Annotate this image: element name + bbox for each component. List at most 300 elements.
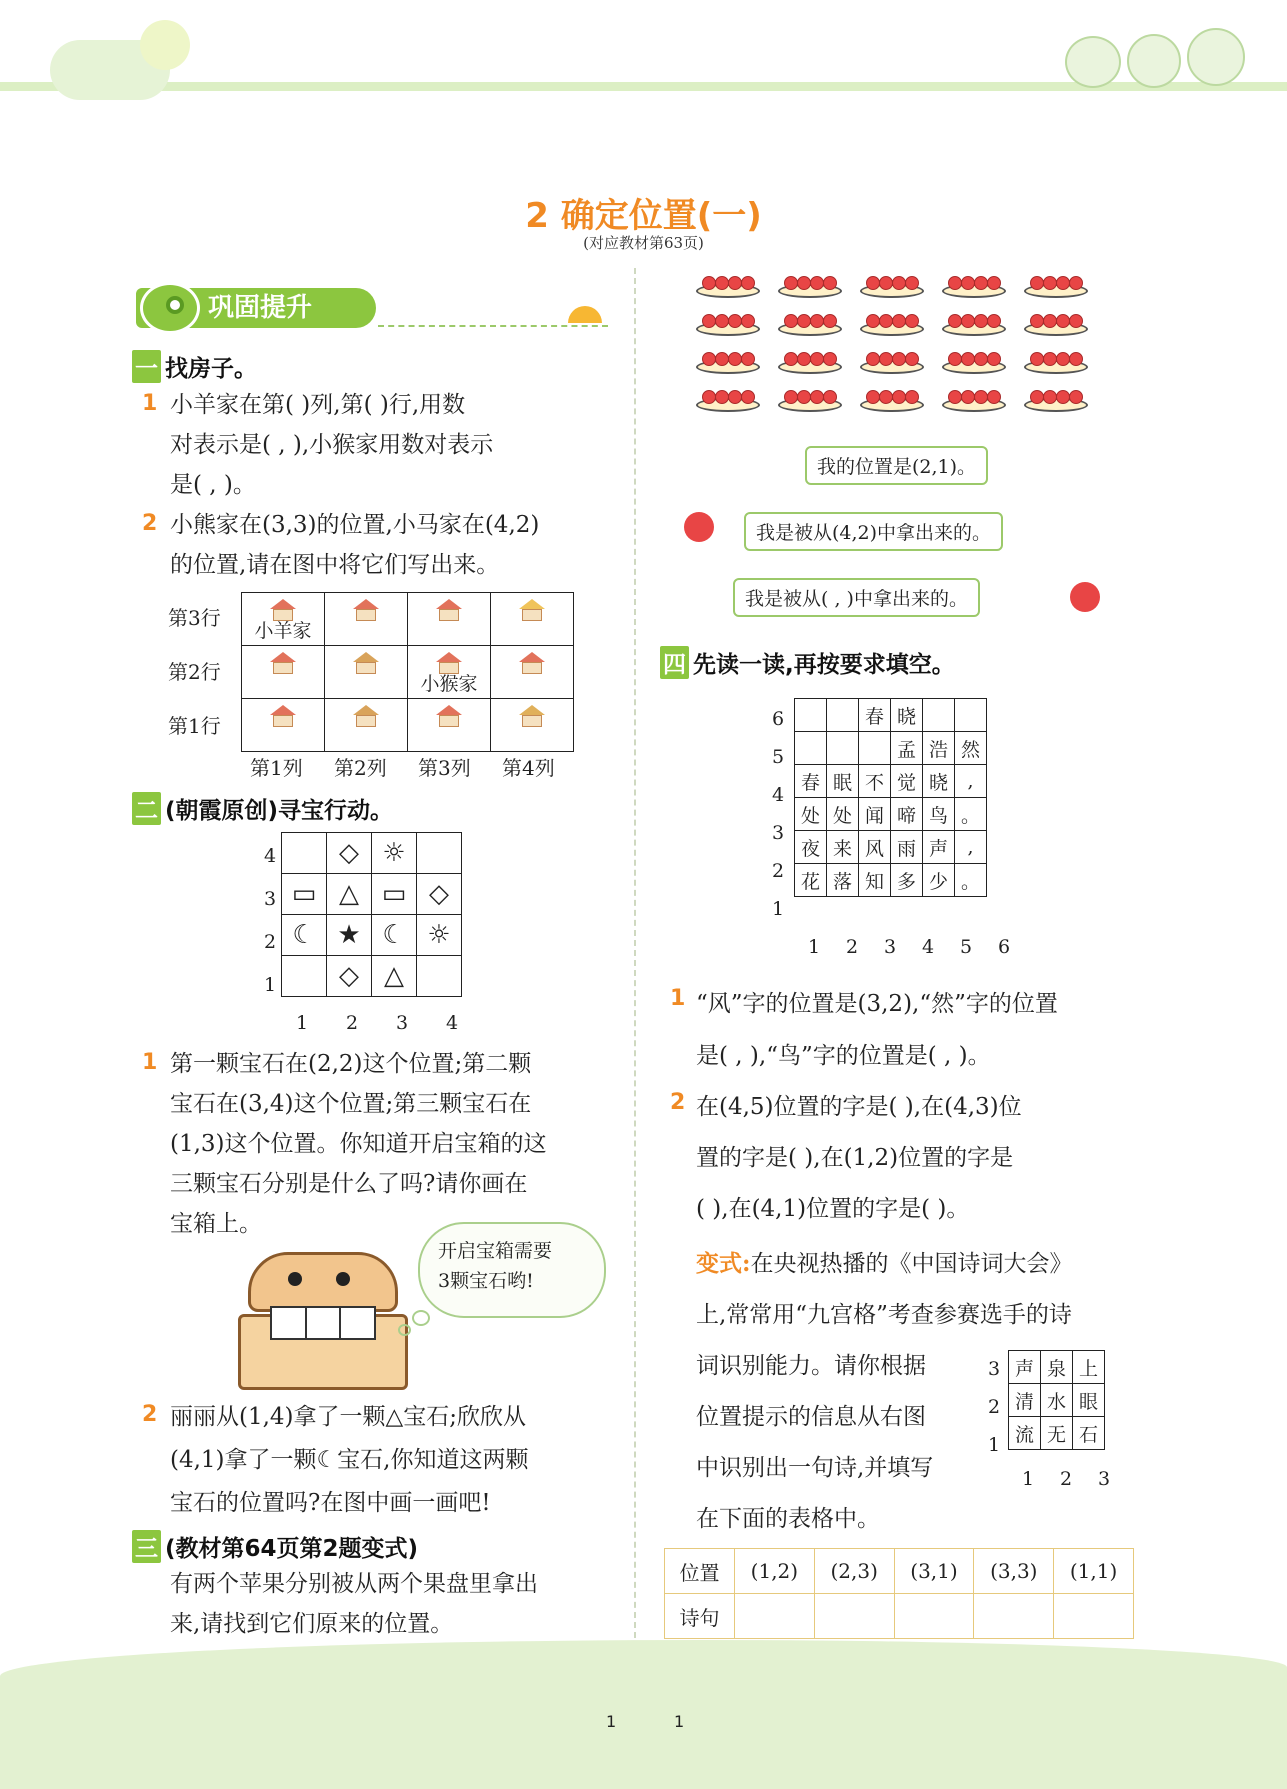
chest-gem-slots[interactable] (270, 1306, 376, 1340)
apple-icon (715, 390, 729, 404)
s1-q1-line: 是( , )。 (170, 472, 256, 498)
banner-line (378, 325, 608, 327)
y-label: 3 (772, 822, 785, 844)
apple-icon (892, 276, 906, 290)
section-1-title: 找房子。 (165, 356, 257, 382)
apple-icon (741, 352, 755, 366)
y-label: 1 (988, 1434, 1001, 1456)
treasure-chest-icon (238, 1252, 410, 1392)
treasure-cell[interactable]: ☼ (417, 915, 462, 956)
apple-icon (741, 314, 755, 328)
apple-icon (810, 314, 824, 328)
thought-line: 开启宝箱需要 (438, 1240, 553, 1262)
answer-header: (2,3) (814, 1549, 894, 1594)
house-icon (353, 705, 379, 727)
s2-q2-line: 宝石的位置吗?在图中画一画吧! (170, 1490, 491, 1516)
apple-icon (823, 314, 837, 328)
col-label: 第3列 (418, 756, 471, 780)
nine-cell: 清 (1009, 1384, 1041, 1417)
house-cell[interactable] (408, 593, 491, 646)
poem-cell: 。 (955, 864, 987, 897)
answer-row-label: 诗句 (665, 1594, 735, 1639)
apple-icon (892, 314, 906, 328)
apple-icon (728, 276, 742, 290)
s4-q2-number: 2 (670, 1090, 686, 1115)
apple-icon (702, 314, 716, 328)
apple-icon (974, 352, 988, 366)
poem-cell (859, 732, 891, 765)
s2-q2-line: (4,1)拿了一颗☾宝石,你知道这两颗 (170, 1447, 529, 1473)
variant-line: 词识别能力。请你根据 (696, 1353, 926, 1379)
house-cell[interactable] (325, 699, 408, 752)
variant-line: 在下面的表格中。 (696, 1506, 880, 1532)
poem-cell (955, 699, 987, 732)
poem-cell: 浩 (923, 732, 955, 765)
speech-bubble-3: 我是被从( , )中拿出来的。 (733, 578, 980, 617)
fruit-plate (696, 310, 760, 338)
s4-q2-line: 置的字是( ),在(1,2)位置的字是 (696, 1145, 1014, 1171)
poem-cell: 。 (955, 798, 987, 831)
treasure-cell[interactable]: ☾ (282, 915, 327, 956)
apple-icon (797, 314, 811, 328)
page-title: 2 确定位置(一) (525, 196, 762, 236)
s1-q1-number: 1 (142, 391, 158, 416)
apple-icon (1069, 352, 1083, 366)
x-label: 2 (846, 936, 859, 958)
answer-header: (1,2) (734, 1549, 814, 1594)
y-label: 2 (988, 1396, 1001, 1418)
s2-q2-line: 丽丽从(1,4)拿了一颗△宝石;欣欣从 (170, 1404, 526, 1430)
x-label: 4 (922, 936, 935, 958)
poem-grid (794, 698, 987, 897)
y-label: 1 (264, 974, 277, 996)
treasure-cell[interactable]: ◇ (327, 956, 372, 997)
apple-icon (1030, 352, 1044, 366)
treasure-cell[interactable]: ☼ (372, 833, 417, 874)
treasure-cell[interactable]: ☾ (372, 915, 417, 956)
poem-cell (795, 732, 827, 765)
y-label: 2 (772, 860, 785, 882)
poem-cell: 啼 (891, 798, 923, 831)
nine-cell: 水 (1041, 1384, 1073, 1417)
x-label: 1 (808, 936, 821, 958)
apple-icon (1069, 276, 1083, 290)
apple-icon (892, 390, 906, 404)
s4-q1-number: 1 (670, 986, 686, 1011)
apple-icon (784, 314, 798, 328)
s2-q2-number: 2 (142, 1402, 158, 1427)
whale-eye-icon (166, 296, 184, 314)
poem-cell: 来 (827, 831, 859, 864)
apple-icon (823, 352, 837, 366)
x-label: 2 (1060, 1468, 1073, 1490)
apple-icon (1043, 352, 1057, 366)
apple-icon (1056, 314, 1070, 328)
sheep-house-label: 小羊家 (254, 620, 312, 642)
column-divider (634, 268, 636, 1638)
treasure-cell[interactable]: ▭ (282, 874, 327, 915)
poem-cell: 声 (923, 831, 955, 864)
apple-icon (1070, 582, 1100, 612)
s1-q2-number: 2 (142, 511, 158, 536)
apple-icon (784, 390, 798, 404)
poem-cell: , (955, 831, 987, 864)
s1-q1-line: 小羊家在第( )列,第( )行,用数 (170, 392, 466, 418)
fruit-plate (942, 272, 1006, 300)
y-label: 3 (988, 1358, 1001, 1380)
fruit-plate (696, 272, 760, 300)
apple-icon (715, 314, 729, 328)
x-label: 3 (1098, 1468, 1111, 1490)
y-label: 3 (264, 888, 277, 910)
treasure-cell[interactable]: ◇ (417, 874, 462, 915)
treasure-grid (281, 832, 462, 997)
s2-q1-line: 三颗宝石分别是什么了吗?请你画在 (170, 1171, 528, 1197)
house-icon (270, 705, 296, 727)
x-label: 2 (346, 1012, 359, 1034)
poem-cell: 觉 (891, 765, 923, 798)
fruit-plate (696, 348, 760, 376)
fruit-plate (942, 310, 1006, 338)
apple-icon (905, 352, 919, 366)
poem-cell (827, 699, 859, 732)
house-cell[interactable] (491, 699, 574, 752)
house-cell[interactable] (325, 646, 408, 699)
house-icon (436, 705, 462, 727)
fruit-plate (1024, 348, 1088, 376)
treasure-cell[interactable] (417, 833, 462, 874)
x-label: 4 (446, 1012, 459, 1034)
apple-icon (1030, 390, 1044, 404)
apple-icon (797, 352, 811, 366)
variant-line: 上,常常用“九宫格”考查参赛选手的诗 (696, 1302, 1072, 1328)
s2-q1-line: (1,3)这个位置。你知道开启宝箱的这 (170, 1131, 547, 1157)
house-cell[interactable] (408, 646, 491, 699)
house-cell[interactable] (491, 646, 574, 699)
s3-line: 来,请找到它们原来的位置。 (170, 1611, 454, 1637)
house-grid (241, 592, 574, 752)
page-number: 1 (674, 1712, 685, 1731)
y-label: 4 (772, 784, 785, 806)
apple-icon (728, 352, 742, 366)
treasure-cell[interactable] (282, 956, 327, 997)
apple-icon (823, 390, 837, 404)
s2-q1-line: 宝箱上。 (170, 1211, 262, 1237)
s4-q1-line: “风”字的位置是(3,2),“然”字的位置 (696, 991, 1058, 1017)
answer-table (664, 1548, 1134, 1639)
treasure-cell[interactable]: ◇ (327, 833, 372, 874)
apple-icon (974, 276, 988, 290)
row-label: 第3行 (168, 606, 221, 630)
x-label: 1 (296, 1012, 309, 1034)
answer-header: (3,3) (974, 1549, 1054, 1594)
poem-cell: 夜 (795, 831, 827, 864)
x-label: 1 (1022, 1468, 1035, 1490)
apple-plates (696, 272, 1106, 422)
fruit-plate (696, 386, 760, 414)
footer-hills (0, 1640, 1287, 1789)
apple-icon (948, 390, 962, 404)
nine-cell: 声 (1009, 1351, 1041, 1384)
page-number: 1 (606, 1712, 617, 1731)
poem-cell (923, 699, 955, 732)
apple-icon (728, 390, 742, 404)
y-label: 6 (772, 708, 785, 730)
house-cell[interactable] (491, 593, 574, 646)
fruit-plate (860, 386, 924, 414)
section-2-title: (朝霞原创)寻宝行动。 (165, 798, 394, 824)
variant-label: 变式: (696, 1250, 751, 1277)
section-3-title: (教材第64页第2题变式) (165, 1536, 419, 1562)
apple-icon (741, 390, 755, 404)
poem-cell: 花 (795, 864, 827, 897)
nine-cell: 流 (1009, 1417, 1041, 1450)
poem-cell: 然 (955, 732, 987, 765)
apple-icon (1056, 276, 1070, 290)
s4-q2-line: ( ),在(4,1)位置的字是( )。 (696, 1196, 970, 1222)
section-2-heading (132, 792, 393, 825)
answer-cell[interactable] (734, 1594, 814, 1639)
x-label: 3 (396, 1012, 409, 1034)
apple-icon (728, 314, 742, 328)
house-cell[interactable] (242, 646, 325, 699)
section-3-tag: 三 (132, 1530, 161, 1563)
apple-icon (684, 512, 714, 542)
section-4-title: 先读一读,再按要求填空。 (693, 652, 955, 678)
apple-icon (987, 314, 1001, 328)
apple-icon (987, 390, 1001, 404)
s3-line: 有两个苹果分别被从两个果盘里拿出 (170, 1571, 538, 1597)
apple-icon (1030, 314, 1044, 328)
section-1-tag: 一 (132, 350, 161, 383)
poem-cell: 少 (923, 864, 955, 897)
house-icon (519, 599, 545, 621)
apple-icon (961, 276, 975, 290)
apple-icon (810, 390, 824, 404)
animals-decoration (1065, 28, 1245, 84)
house-icon (353, 599, 379, 621)
apple-icon (1043, 314, 1057, 328)
s1-q2-line: 的位置,请在图中将它们写出来。 (170, 552, 500, 578)
fruit-plate (942, 386, 1006, 414)
row-label: 第2行 (168, 660, 221, 684)
page-subtitle: (对应教材第63页) (583, 234, 704, 252)
section-4-tag: 四 (660, 646, 689, 679)
section-4-heading (660, 646, 955, 679)
apple-icon (823, 276, 837, 290)
apple-icon (797, 276, 811, 290)
variant-line: 中识别出一句诗,并填写 (696, 1455, 934, 1481)
apple-icon (948, 314, 962, 328)
col-label: 第4列 (502, 756, 555, 780)
poem-cell: 多 (891, 864, 923, 897)
apple-icon (1043, 390, 1057, 404)
section-banner: 巩固提升 (136, 288, 376, 328)
y-label: 5 (772, 746, 785, 768)
apple-icon (810, 276, 824, 290)
s2-q1-line: 第一颗宝石在(2,2)这个位置;第二颗 (170, 1051, 532, 1077)
s2-q1-line: 宝石在(3,4)这个位置;第三颗宝石在 (170, 1091, 532, 1117)
fruit-plate (778, 348, 842, 376)
apple-icon (784, 352, 798, 366)
monkey-house-label: 小猴家 (420, 673, 478, 695)
apple-icon (702, 390, 716, 404)
apple-icon (987, 352, 1001, 366)
apple-icon (961, 314, 975, 328)
y-label: 1 (772, 898, 785, 920)
speech-bubble-2: 我是被从(4,2)中拿出来的。 (744, 512, 1003, 551)
fruit-plate (860, 310, 924, 338)
section-2-tag: 二 (132, 792, 161, 825)
apple-icon (866, 390, 880, 404)
nine-cell: 无 (1041, 1417, 1073, 1450)
apple-icon (741, 276, 755, 290)
fruit-plate (942, 348, 1006, 376)
house-cell[interactable] (242, 699, 325, 752)
apple-icon (892, 352, 906, 366)
apple-icon (1056, 352, 1070, 366)
treasure-cell[interactable]: ★ (327, 915, 372, 956)
house-cell[interactable] (325, 593, 408, 646)
section-3-heading (132, 1530, 418, 1563)
poem-cell: 晓 (923, 765, 955, 798)
apple-icon (974, 314, 988, 328)
poem-cell (795, 699, 827, 732)
x-label: 5 (960, 936, 973, 958)
apple-icon (797, 390, 811, 404)
apple-icon (905, 314, 919, 328)
apple-icon (948, 276, 962, 290)
fruit-plate (778, 310, 842, 338)
poem-cell: 晓 (891, 699, 923, 732)
section-1-heading (132, 350, 257, 383)
s4-q1-line: 是( , ),“鸟”字的位置是( , )。 (696, 1043, 991, 1069)
apple-icon (905, 276, 919, 290)
y-label: 2 (264, 931, 277, 953)
poem-cell: 春 (795, 765, 827, 798)
row-label: 第1行 (168, 714, 221, 738)
poem-cell: 春 (859, 699, 891, 732)
treasure-cell[interactable] (282, 833, 327, 874)
x-label: 6 (998, 936, 1011, 958)
poem-cell: 不 (859, 765, 891, 798)
house-cell[interactable] (242, 593, 325, 646)
fruit-plate (1024, 386, 1088, 414)
poem-cell: 雨 (891, 831, 923, 864)
apple-icon (987, 276, 1001, 290)
apple-icon (905, 390, 919, 404)
speech-bubble-1: 我的位置是(2,1)。 (805, 446, 988, 485)
fruit-plate (778, 386, 842, 414)
apple-icon (1056, 390, 1070, 404)
poem-cell: , (955, 765, 987, 798)
poem-cell: 知 (859, 864, 891, 897)
poem-cell: 处 (795, 798, 827, 831)
nine-cell: 泉 (1041, 1351, 1073, 1384)
fruit-plate (860, 272, 924, 300)
poem-cell: 鸟 (923, 798, 955, 831)
answer-cell[interactable] (1054, 1594, 1134, 1639)
apple-icon (879, 276, 893, 290)
apple-icon (974, 390, 988, 404)
variant-line: 位置提示的信息从右图 (696, 1404, 926, 1430)
fruit-plate (1024, 310, 1088, 338)
answer-cell[interactable] (974, 1594, 1054, 1639)
apple-icon (702, 276, 716, 290)
house-cell[interactable] (408, 699, 491, 752)
poem-cell: 孟 (891, 732, 923, 765)
house-icon (519, 705, 545, 727)
s1-q2-line: 小熊家在(3,3)的位置,小马家在(4,2) (170, 512, 540, 538)
poem-cell (827, 732, 859, 765)
apple-icon (1030, 276, 1044, 290)
poem-cell: 闻 (859, 798, 891, 831)
apple-icon (784, 276, 798, 290)
house-icon (353, 652, 379, 674)
apple-icon (948, 352, 962, 366)
sun-decoration (140, 20, 190, 70)
thought-line: 3颗宝石哟! (438, 1270, 534, 1292)
s4-q2-line: 在(4,5)位置的字是( ),在(4,3)位 (696, 1094, 1022, 1120)
answer-cell[interactable] (814, 1594, 894, 1639)
answer-header: (3,1) (894, 1549, 974, 1594)
s1-q1-line: 对表示是( , ),小猴家用数对表示 (170, 432, 494, 458)
nine-cell: 眼 (1073, 1384, 1105, 1417)
nine-cell: 上 (1073, 1351, 1105, 1384)
answer-cell[interactable] (894, 1594, 974, 1639)
house-icon (270, 652, 296, 674)
thought-dot (412, 1310, 430, 1326)
apple-icon (1043, 276, 1057, 290)
sunset-icon (568, 306, 602, 323)
apple-icon (1069, 314, 1083, 328)
s3-text (170, 1564, 538, 1644)
apple-icon (1069, 390, 1083, 404)
apple-icon (866, 314, 880, 328)
apple-icon (866, 352, 880, 366)
apple-icon (961, 390, 975, 404)
apple-icon (715, 352, 729, 366)
col-label: 第1列 (250, 756, 303, 780)
thought-text (438, 1236, 552, 1296)
x-label: 3 (884, 936, 897, 958)
fruit-plate (860, 348, 924, 376)
thought-dot (398, 1324, 411, 1336)
nine-grid (1008, 1350, 1105, 1450)
s2-q1-number: 1 (142, 1050, 158, 1075)
apple-icon (866, 276, 880, 290)
treasure-cell[interactable]: ▭ (372, 874, 417, 915)
poem-cell: 风 (859, 831, 891, 864)
fruit-plate (778, 272, 842, 300)
treasure-cell[interactable]: △ (372, 956, 417, 997)
house-icon (436, 599, 462, 621)
treasure-cell[interactable] (417, 956, 462, 997)
treasure-cell[interactable]: △ (327, 874, 372, 915)
poem-cell: 落 (827, 864, 859, 897)
apple-icon (879, 352, 893, 366)
apple-icon (702, 352, 716, 366)
apple-icon (810, 352, 824, 366)
poem-cell: 处 (827, 798, 859, 831)
answer-header: (1,1) (1054, 1549, 1134, 1594)
nine-cell: 石 (1073, 1417, 1105, 1450)
fruit-plate (1024, 272, 1088, 300)
apple-icon (879, 390, 893, 404)
poem-cell: 眠 (827, 765, 859, 798)
col-label: 第2列 (334, 756, 387, 780)
house-icon (519, 652, 545, 674)
